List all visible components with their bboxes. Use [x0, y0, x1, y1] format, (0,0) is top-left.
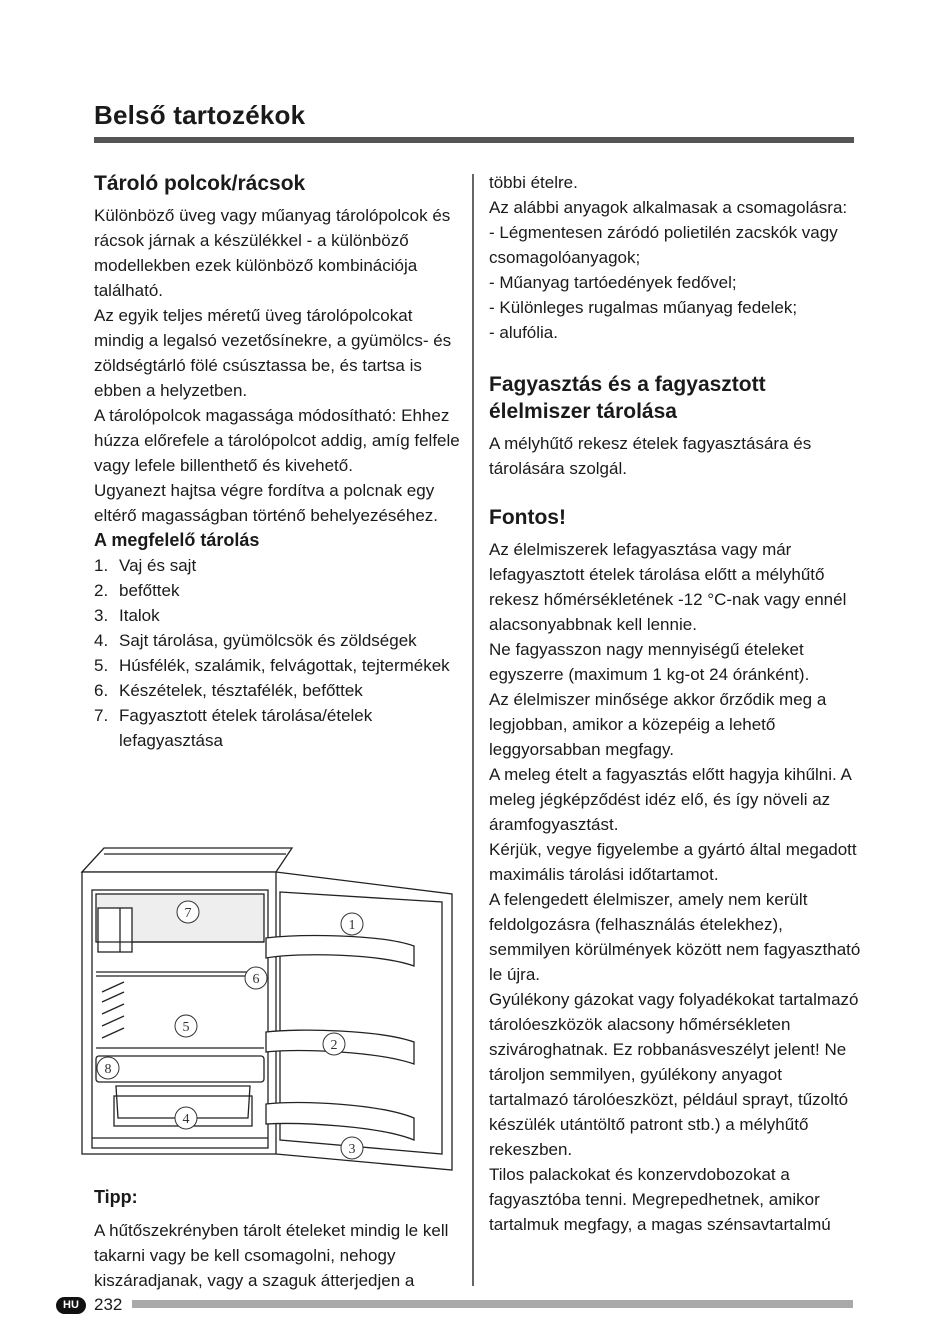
- paragraph: Ugyanezt hajtsa végre fordítva a polcnak egy eltérő magasságban történő behelyezéséhez.: [94, 481, 439, 525]
- list-number: 3.: [94, 606, 109, 625]
- paragraph: A tárolópolcok magassága módosítható: Ehhez húzza előrefele a tárolópolcot addig, amíg felfele vagy lefele billenthető és kivehető.: [94, 406, 460, 475]
- paragraph: többi ételre.: [489, 173, 578, 192]
- figure-label: 1: [348, 918, 356, 933]
- list-text: Készételek, tésztafélék, befőttek: [119, 681, 363, 700]
- page-title: Belső tartozékok: [94, 100, 306, 130]
- paragraph: Tilos palackokat és konzervdobozokat a fagyasztóba tenni. Megrepedhetnek, amikor tartalmuk megfagy, a magas szénsavtartalmú: [489, 1165, 831, 1234]
- list-text: befőttek: [119, 581, 180, 600]
- list-number: 1.: [94, 556, 109, 575]
- subheading-proper-storage: A megfelelő tárolás: [94, 530, 260, 550]
- paragraph: - Légmentesen záródó polietilén zacskók vagy csomagolóanyagok;: [489, 223, 838, 267]
- paragraph: Kérjük, vegye figyelembe a gyártó által megadott maximális tárolási időtartamot.: [489, 840, 857, 884]
- list-text: Sajt tárolása, gyümölcsök és zöldségek: [119, 631, 417, 650]
- tip-box: [94, 1185, 462, 1293]
- figure-label: 4: [182, 1112, 190, 1127]
- list-item: [94, 703, 462, 753]
- list-text: Italok: [119, 606, 160, 625]
- figure-label: 6: [252, 972, 260, 987]
- paragraph: A mélyhűtő rekesz ételek fagyasztására és tárolására szolgál.: [489, 434, 812, 478]
- list-item: [94, 578, 462, 603]
- section-heading-important: Fontos!: [489, 506, 566, 529]
- list-text: Húsfélék, szalámik, felvágottak, tejtermékek: [119, 656, 450, 675]
- list-number: 2.: [94, 581, 109, 600]
- storage-list: [94, 553, 462, 753]
- list-item: [94, 603, 462, 628]
- column-divider: [472, 174, 474, 1286]
- figure-label: 7: [184, 906, 192, 921]
- list-text: Vaj és sajt: [119, 556, 197, 575]
- list-item: [94, 678, 462, 703]
- language-badge: HU: [56, 1297, 86, 1314]
- paragraph: A felengedett élelmiszer, amely nem került feldolgozásra (felhasználás ételekhez), semmilyen körülmények között nem fagyasztható le újra.: [489, 890, 861, 984]
- figure-label: 8: [104, 1062, 112, 1077]
- figure-label: 3: [348, 1142, 356, 1157]
- footer-bar: [132, 1300, 853, 1308]
- paragraph: Ne fagyasszon nagy mennyiségű ételeket egyszerre (maximum 1 kg-ot 24 óránként).: [489, 640, 810, 684]
- list-number: 4.: [94, 631, 109, 650]
- paragraph: A meleg ételt a fagyasztás előtt hagyja kihűlni. A meleg jégképződést idéz elő, és így növeli az áramfogyasztást.: [489, 765, 851, 834]
- list-item: [94, 653, 462, 678]
- paragraph: Különböző üveg vagy műanyag tárolópolcok és rácsok járnak a készülékkel - a különböző modellekben ezek különböző kombinációja található.: [94, 206, 451, 300]
- page-number: 232: [94, 1295, 123, 1314]
- figure-label: 2: [330, 1038, 338, 1053]
- right-column: [489, 170, 861, 1237]
- left-column: [94, 170, 462, 753]
- paragraph: Az alábbi anyagok alkalmasak a csomagolásra:: [489, 198, 848, 217]
- paragraph: - Műanyag tartóedények fedővel;: [489, 273, 737, 292]
- paragraph: Az élelmiszer minősége akkor őrződik meg a legjobban, amikor a közepéig a lehető leggyorsabban megfagy.: [489, 690, 827, 759]
- section-heading-shelves: Tároló polcok/rácsok: [94, 172, 306, 195]
- title-rule: [94, 137, 854, 143]
- paragraph: Az élelmiszerek lefagyasztása vagy már lefagyasztott ételek tárolása előtt a mélyhűtő rekesz hőmérsékletének -12 °C-nak vagy ennél alacsonyabbnak kell lennie.: [489, 540, 847, 634]
- paragraph: - Különleges rugalmas műanyag fedelek;: [489, 298, 798, 317]
- list-text: Fagyasztott ételek tárolása/ételek lefagyasztása: [119, 706, 373, 750]
- paragraph: Gyúlékony gázokat vagy folyadékokat tartalmazó tárolóeszközök alacsony hőmérsékleten szivároghatnak. Ez robbanásveszélyt jelent! Ne tároljon semmilyen, gyúlékony anyagot tartalmazó tárolóeszközt, például sprayt, tűzoltó készülék utántöltő patront stb.) a mélyhűtő rekeszben.: [489, 990, 859, 1159]
- list-number: 7.: [94, 706, 109, 725]
- tip-text: A hűtőszekrényben tárolt ételeket mindig le kell takarni vagy be kell csomagolni, nehogy kiszáradjanak, vagy a szaguk átterjedjen a: [94, 1221, 449, 1290]
- fridge-illustration: [80, 842, 454, 1188]
- list-item: [94, 628, 462, 653]
- paragraph: - alufólia.: [489, 323, 558, 342]
- tip-heading: Tipp:: [94, 1187, 138, 1207]
- list-number: 5.: [94, 656, 109, 675]
- figure-label: 5: [182, 1020, 190, 1035]
- list-number: 6.: [94, 681, 109, 700]
- section-heading-freezing: Fagyasztás és a fagyasztott élelmiszer tárolása: [489, 373, 766, 423]
- list-item: [94, 553, 462, 578]
- paragraph: Az egyik teljes méretű üveg tárolópolcokat mindig a legalsó vezetősínekre, a gyümölcs- és zöldségtárló fölé csúsztassa be, és tartsa is ebben a helyzetben.: [94, 306, 452, 400]
